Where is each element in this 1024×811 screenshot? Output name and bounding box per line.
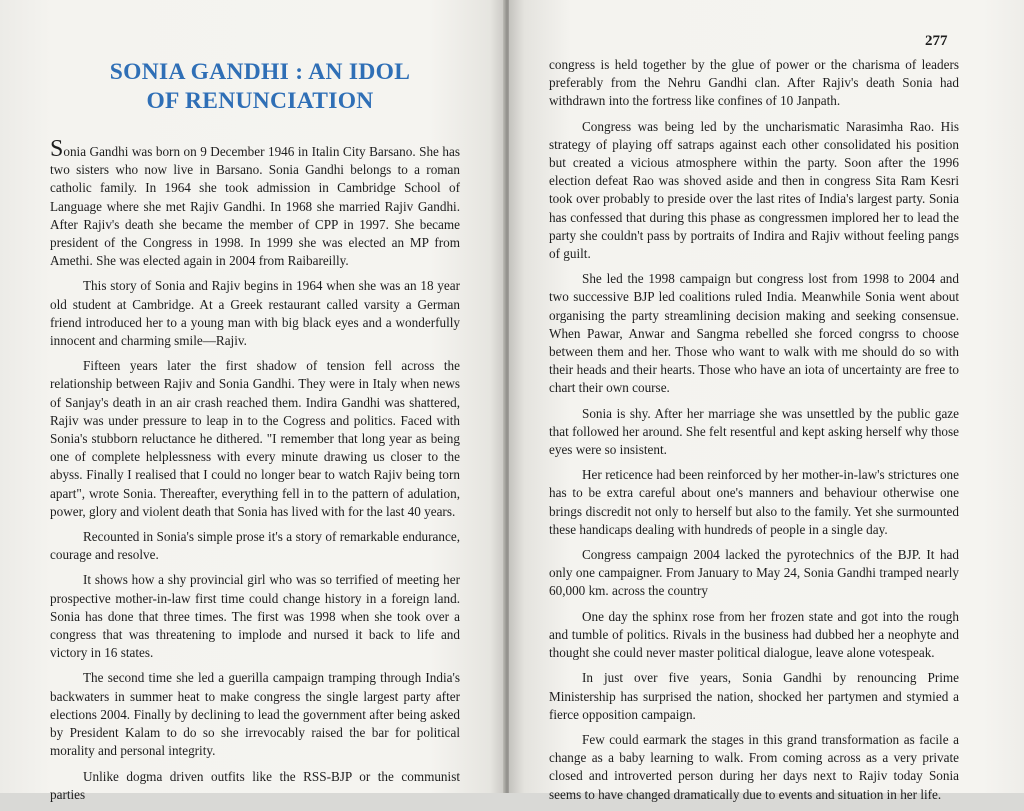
left-page-text	[50, 136, 460, 811]
paragraph: One day the sphinx rose from her frozen state and got into the rough and tumble of politics. Rivals in the business had dubbed her a neophyte and thought she could never master political dialogue, leave alone votespeak.	[549, 608, 959, 661]
chapter-title-line-2: OF RENUNCIATION	[146, 88, 374, 114]
paragraph: Her reticence had been reinforced by her mother-in-law's strictures one has to be extra careful about one's manners and behaviour otherwise one brings discredit not only to herself but also to the family. Yet she surmounted these handicaps dealing with hundreds of people in a single day.	[549, 467, 959, 537]
paragraph: Congress campaign 2004 lacked the pyrotechnics of the BJP. It had only one campaigner. From January to May 24, Sonia Gandhi tramped nearly 60,000 km. across the country	[549, 547, 959, 599]
paragraph: congress is held together by the glue of power or the charisma of leaders preferably from the Nehru Gandhi clan. After Rajiv's death Sonia had withdrawn into the fortress like confines of 10 Janpath.	[549, 57, 959, 109]
chapter-title-line-1: SONIA GANDHI : AN IDOL	[109, 59, 411, 85]
chapter-title	[40, 58, 480, 116]
paragraph: Recounted in Sonia's simple prose it's a story of remarkable endurance, courage and resolve.	[50, 529, 460, 563]
paragraph: In just over five years, Sonia Gandhi by renouncing Prime Ministership has surprised the nation, shocked her partymen and stymied a fierce opposition campaign.	[549, 670, 959, 722]
page-number: 277	[925, 33, 948, 49]
paragraph: Congress was being led by the uncharismatic Narasimha Rao. His strategy of playing off satraps against each other consolidated his position but created a vicious atmosphere within the party. Soon after the 1996 election defeat Rao was shoved aside and then in congress Sita Ram Kesri took over probably to preside over the last rites of India's largest party. Sonia has confessed that during this phase as congressmen implored her to lead the party she couldn't pass by portraits of Indira and Rajiv without feeling pangs of guilt.	[549, 118, 959, 262]
paragraph: Unlike dogma driven outfits like the RSS-BJP or the communist parties	[50, 768, 460, 802]
paragraph: It shows how a shy provincial girl who was so terrified of meeting her prospective mother-in-law first time could change history in a foreign land. Sonia has done that three times. The first was 1998 when she took over a congress that was threatening to implode and nursed it back to life and victory in 16 states.	[50, 572, 460, 661]
paragraph: This story of Sonia and Rajiv begins in 1964 when she was an 18 year old student at Cambridge. At a Greek restaurant called varsity a German friend introduced her to a young man with big black eyes and a wonderfully innocent and charming smile—Rajiv.	[50, 278, 460, 349]
drop-cap: S	[50, 136, 64, 162]
paragraph: Sonia is shy. After her marriage she was unsettled by the public gaze that followed her around. She felt resentful and kept asking herself why those eyes were so insistent.	[549, 405, 959, 458]
paragraph: The second time she led a guerilla campaign tramping through India's backwaters in summer heat to make congress the single largest party after elections 2004. Finally by declining to lead the government after being asked by President Kalam to do so she irrevocably raised the bar for political morality and personal integrity.	[50, 670, 460, 759]
paragraph: Few could earmark the stages in this grand transformation as facile a change as a baby learning to walk. From coming across as a very private closed and introverted person during her days next to Rajiv today Sonia seems to have changed dramatically due to events and situation in her life.	[549, 731, 959, 802]
paragraph: She led the 1998 campaign but congress lost from 1998 to 2004 and two successive BJP led coalitions ruled India. Meanwhile Sonia went about organising the party streamlining decision making and seeking consensue. When Pawar, Anwar and Sangma rebelled she forced congrss to choose between them and her. Those who want to walk with me should do so with their heads and their hearts. Those who have an iota of uncertainty are free to chart their own course.	[549, 271, 959, 396]
right-page-text	[549, 56, 959, 811]
paragraph: Fifteen years later the first shadow of tension fell across the relationship between Rajiv and Sonia Gandhi. They were in Italy when news of Sanjay's death in an air crash reached them. Indira Gandhi was shattered, Rajiv was under pressure to leap in to the Cogress and politics. Faced with Sonia's stubborn reluctance he dithered. "I remember that long year as being one of complete helplessness with every minute drawing us closer to the abyss. Finally I realised that I could no longer bear to watch Rajiv being torn apart", wrote Sonia. Thereafter, everything fell in to the pattern of adulation, power, glory and violent death that Sonia has lived with for the last 40 years.	[50, 358, 460, 519]
paragraph: Sonia Gandhi was born on 9 December 1946 in Italin City Barsano. She has two sisters who now live in Barsano. Sonia Gandhi belongs to a roman catholic family. In 1964 she took admission in Cambridge School of Language where she met Rajiv Gandhi. In 1968 she married Rajiv Gandhi. After Rajiv's death she became the member of CPP in 1997. She became president of the Congress in 1998. In 1999 she was elected an MP from Amethi. She was elected again in 2004 from Raibareilly.	[50, 136, 460, 269]
